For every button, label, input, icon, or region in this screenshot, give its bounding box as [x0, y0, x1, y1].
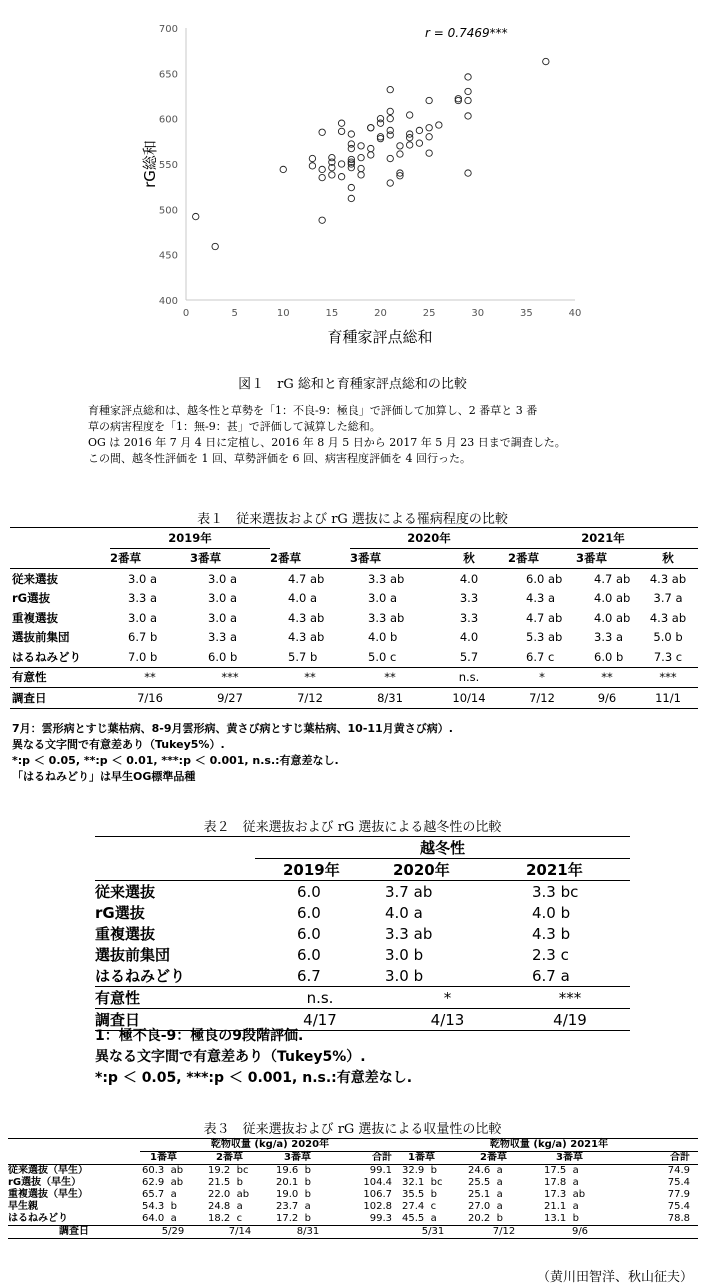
- table-cell: 4.0 b: [368, 630, 398, 645]
- table-cell: 60.3 ab: [142, 1165, 184, 1176]
- table-cell: 3.7 a: [653, 591, 683, 606]
- row-label: 有意性: [12, 670, 47, 685]
- table-cell: ***: [659, 670, 677, 685]
- table-cell: 4/19: [553, 1010, 587, 1029]
- row-label: はるねみどり: [95, 967, 186, 985]
- table-cell: **: [304, 670, 316, 685]
- table-cell: 32.1 bc: [402, 1177, 443, 1188]
- table-cell: ***: [558, 988, 582, 1007]
- x-tick-label: 5: [231, 308, 238, 319]
- table-cell: 3.3 a: [594, 630, 623, 645]
- table-row: [10, 628, 698, 648]
- scatter-point: [348, 141, 354, 147]
- scatter-point: [387, 180, 393, 186]
- table-cell: 7/12: [492, 1226, 516, 1237]
- table-cell: 102.8: [363, 1201, 392, 1212]
- table-cell: 19.2 bc: [208, 1165, 249, 1176]
- table1-year: 2021年: [508, 528, 698, 549]
- table-cell: 3.3 ab: [368, 610, 405, 625]
- table-cell: 5.3 ab: [526, 630, 563, 645]
- x-axis-label: 育種家評点総和: [327, 328, 433, 346]
- table3-col-header: 1番草: [408, 1152, 435, 1163]
- table-cell: 6.7 c: [526, 649, 555, 664]
- row-label: 重複選抜（早生）: [8, 1189, 88, 1200]
- scatter-point: [387, 115, 393, 121]
- table-cell: 20.2 b: [468, 1213, 503, 1224]
- table1-col-header: 秋: [463, 551, 475, 566]
- scatter-point: [368, 125, 374, 131]
- row-label: 重複選抜: [12, 610, 58, 625]
- table-cell: 8/31: [296, 1226, 320, 1237]
- scatter-point: [309, 155, 315, 161]
- x-tick-label: 15: [325, 308, 339, 319]
- table-row: [8, 1201, 698, 1213]
- table3-caption: 表３ 従来選抜および rG 選抜による収量性の比較: [203, 1122, 502, 1137]
- scatter-point: [309, 163, 315, 169]
- table-cell: 21.1 a: [544, 1201, 579, 1212]
- table-row: [95, 881, 630, 903]
- x-tick-label: 0: [182, 308, 190, 319]
- fig1-caption: 図１ rG 総和と育種家評点総和の比較: [238, 377, 467, 392]
- table-cell: 4/13: [430, 1010, 465, 1029]
- table1-notes: [12, 721, 453, 785]
- table-cell: 7/16: [137, 690, 163, 705]
- table-cell: 4.0: [459, 571, 479, 586]
- scatter-point: [329, 172, 335, 178]
- table3: [8, 1138, 698, 1239]
- y-tick-label: 500: [158, 205, 178, 217]
- table-cell: 4.0: [459, 630, 479, 645]
- table2-year: 2019年: [283, 861, 340, 879]
- row-label: 早生親: [8, 1201, 38, 1212]
- table-cell: 75.4: [667, 1177, 690, 1188]
- table-cell: 99.1: [369, 1165, 392, 1176]
- table-cell: 3.0 a: [128, 571, 157, 586]
- table-cell: 4.0 b: [532, 903, 571, 922]
- scatter-chart: [0, 0, 705, 360]
- row-label: 重複選抜: [95, 925, 156, 943]
- scatter-point: [436, 122, 442, 128]
- scatter-point: [387, 155, 393, 161]
- table-cell: 3.3 ab: [385, 924, 433, 943]
- table-cell: 4.0 a: [288, 591, 317, 606]
- x-tick-label: 20: [374, 308, 387, 319]
- table-cell: 75.4: [667, 1201, 690, 1212]
- table2-year: 2020年: [393, 861, 450, 879]
- table3-col-header: 1番草: [150, 1152, 177, 1163]
- table-cell: 17.5 a: [544, 1165, 579, 1176]
- table-row: [10, 569, 698, 589]
- table-cell: 24.8 a: [208, 1201, 243, 1212]
- row-label: 選抜前集団: [95, 946, 171, 964]
- author-credit: （黄川田智洋、秋山征夫）: [536, 1270, 693, 1285]
- table-cell: 3.0 a: [208, 571, 237, 586]
- row-label: 従来選抜: [12, 571, 58, 586]
- table-cell: 4.3 ab: [288, 630, 325, 645]
- table-row: [10, 608, 698, 628]
- row-label: 従来選抜（早生）: [8, 1165, 88, 1176]
- table-cell: 20.1 b: [276, 1177, 311, 1188]
- table-cell: 5.0 c: [368, 649, 397, 664]
- table-cell: 3.3 a: [208, 630, 237, 645]
- x-tick-label: 30: [471, 308, 485, 319]
- table2-note: 1：極不良-9：極良の9段階評価.: [95, 1028, 304, 1044]
- scatter-point: [406, 112, 412, 118]
- scatter-point: [319, 129, 325, 135]
- correlation-annotation: r = 0.7469***: [425, 26, 508, 40]
- scatter-point: [465, 74, 471, 80]
- table1-col-header: 3番草: [576, 551, 608, 566]
- table-row: [95, 944, 630, 965]
- table-cell: 17.8 a: [544, 1177, 579, 1188]
- scatter-point: [280, 166, 286, 172]
- table2-group-header: 越冬性: [255, 837, 630, 859]
- table-cell: 9/6: [571, 1226, 589, 1237]
- table-cell: 5/31: [421, 1226, 445, 1237]
- table-cell: 3.3 bc: [532, 882, 579, 901]
- table-cell: 17.3 ab: [544, 1189, 586, 1200]
- table-cell: 3.3 ab: [368, 571, 405, 586]
- table-cell: 25.5 a: [468, 1177, 503, 1188]
- row-label: rG選抜: [12, 591, 51, 606]
- table-cell: 9/27: [217, 690, 243, 705]
- table-cell: 22.0 ab: [208, 1189, 250, 1200]
- table-cell: 2.3 c: [532, 945, 569, 964]
- table-cell: 3.3: [459, 591, 479, 606]
- table1-note: 7月：雲形病とすじ葉枯病、8-9月雲形病、黄さび病とすじ葉枯病、10-11月黄さび病）.: [12, 722, 453, 735]
- table-cell: *: [539, 670, 545, 685]
- table3-group-header: 乾物収量 (kg/a) 2021年: [400, 1139, 698, 1152]
- scatter-point: [193, 213, 199, 219]
- table-cell: 104.4: [363, 1177, 392, 1188]
- scatter-point: [387, 127, 393, 133]
- table3-group-header: 乾物収量 (kg/a) 2020年: [140, 1139, 400, 1152]
- scatter-point: [358, 172, 364, 178]
- table1-col-header: 3番草: [190, 551, 222, 566]
- row-label: 調査日: [95, 1011, 141, 1029]
- scatter-point: [348, 195, 354, 201]
- table-cell: 4.7 ab: [526, 610, 563, 625]
- x-tick-label: 40: [568, 308, 582, 319]
- table3-col-header: 合計: [670, 1152, 690, 1163]
- table-cell: 3.0 b: [385, 966, 424, 985]
- table1-year: 2020年: [350, 528, 508, 549]
- table-cell: 11/1: [655, 690, 681, 705]
- table-cell: 6.0 ab: [526, 571, 563, 586]
- table-cell: 4.3 ab: [288, 610, 325, 625]
- scatter-point: [338, 161, 344, 167]
- table-row: [8, 1213, 698, 1226]
- table-cell: 17.2 b: [276, 1213, 311, 1224]
- table-cell: 5.0 b: [653, 630, 683, 645]
- scatter-point: [416, 140, 422, 146]
- fig1-note: OG は 2016 年 7 月 4 日に定植し、2016 年 8 月 5 日から 2017 年 5 月 23 日まで調査した。: [88, 436, 566, 449]
- table2-note: 異なる文字間で有意差あり（Tukey5%）.: [95, 1049, 366, 1065]
- table2-year: 2021年: [526, 861, 583, 879]
- table3-col-header: 3番草: [556, 1152, 583, 1163]
- table-cell: 4.3 a: [526, 591, 555, 606]
- table1-caption: 表１ 従来選抜および rG 選抜による罹病程度の比較: [197, 512, 508, 527]
- scatter-point: [319, 174, 325, 180]
- table-cell: 27.4 c: [402, 1201, 437, 1212]
- scatter-point: [348, 131, 354, 137]
- table3-col-header: 2番草: [216, 1152, 243, 1163]
- table-cell: 106.7: [363, 1189, 392, 1200]
- scatter-point: [319, 217, 325, 223]
- scatter-point: [465, 170, 471, 176]
- survey-date-row: [8, 1226, 698, 1239]
- scatter-point: [338, 128, 344, 134]
- table-cell: 21.5 b: [208, 1177, 243, 1188]
- table-cell: 54.3 b: [142, 1201, 177, 1212]
- table-cell: 3.7 ab: [385, 882, 433, 901]
- table1-note: *:p ＜ 0.05, **:p ＜ 0.01, ***:p ＜ 0.001, n.s.:有意差なし.: [12, 754, 339, 767]
- scatter-point: [426, 134, 432, 140]
- table-cell: n.s.: [306, 988, 334, 1007]
- table-cell: ***: [221, 670, 239, 685]
- table-cell: 6.7 b: [128, 630, 158, 645]
- table1-note: 「はるねみどり」は早生OG標準品種: [12, 770, 196, 783]
- table-cell: 6.0: [297, 903, 321, 922]
- fig1-note: 育種家評点総和は、越冬性と草勢を「1：不良-9：極良」で評価して加算し、2 番草と 3 番: [88, 404, 538, 417]
- table-cell: 65.7 a: [142, 1189, 177, 1200]
- fig1-note: この間、越冬性評価を 1 回、草勢評価を 6 回、病害程度評価を 4 回行った。: [88, 452, 471, 465]
- table-cell: **: [601, 670, 613, 685]
- scatter-point: [406, 142, 412, 148]
- table-cell: 3.0 a: [208, 610, 237, 625]
- table-cell: 5/29: [161, 1226, 185, 1237]
- table-row: [10, 589, 698, 609]
- row-label: はるねみどり: [8, 1213, 68, 1224]
- table-cell: 18.2 c: [208, 1213, 243, 1224]
- table-cell: *: [443, 988, 452, 1007]
- table-cell: 3.0 a: [208, 591, 237, 606]
- table-cell: 13.1 b: [544, 1213, 579, 1224]
- row-label: 調査日: [59, 1226, 89, 1237]
- table-cell: 45.5 a: [402, 1213, 437, 1224]
- scatter-point: [465, 97, 471, 103]
- table-row: [8, 1189, 698, 1201]
- table-cell: 5.7 b: [288, 649, 318, 664]
- table1-year: 2019年: [110, 528, 270, 549]
- table1-col-header: 秋: [662, 551, 674, 566]
- table-cell: 35.5 b: [402, 1189, 437, 1200]
- scatter-point: [387, 86, 393, 92]
- y-tick-label: 600: [158, 114, 178, 126]
- table-cell: 74.9: [667, 1165, 690, 1176]
- table1-col-header: 2番草: [508, 551, 540, 566]
- table-row: [10, 647, 698, 667]
- table-row: [8, 1165, 698, 1178]
- table-cell: 3.0 a: [368, 591, 397, 606]
- table-cell: 4.0 a: [385, 903, 423, 922]
- fig1-note: 草の病害程度を「1：無-9：甚」で評価して減算した総和。: [88, 420, 381, 433]
- fig1-notes: [88, 403, 566, 467]
- row-label: 選抜前集団: [12, 630, 70, 645]
- scatter-point: [338, 120, 344, 126]
- table-cell: 6.0: [297, 945, 321, 964]
- scatter-point: [348, 184, 354, 190]
- table-cell: 4.0 ab: [594, 591, 631, 606]
- table-cell: [618, 1226, 698, 1239]
- table-cell: 3.0 a: [128, 610, 157, 625]
- scatter-point: [465, 88, 471, 94]
- scatter-point: [416, 127, 422, 133]
- table-row: [95, 965, 630, 987]
- table-cell: 99.3: [369, 1213, 392, 1224]
- table-cell: 3.3 a: [128, 591, 157, 606]
- table-cell: [342, 1226, 400, 1239]
- table-cell: 3.3: [459, 610, 479, 625]
- table-cell: 19.0 b: [276, 1189, 311, 1200]
- x-tick-label: 25: [422, 308, 436, 319]
- table-cell: 6.0 b: [208, 649, 238, 664]
- x-tick-label: 10: [276, 308, 290, 319]
- table-cell: 62.9 ab: [142, 1177, 184, 1188]
- table-cell: **: [144, 670, 156, 685]
- scatter-point: [387, 108, 393, 114]
- row-label: 従来選抜: [95, 883, 156, 901]
- table-cell: 7/12: [297, 690, 323, 705]
- significance-row: [95, 987, 630, 1009]
- significance-row: [10, 667, 698, 688]
- table-cell: 7.3 c: [653, 649, 683, 664]
- row-label: rG選抜（早生）: [8, 1177, 82, 1188]
- table-row: [8, 1177, 698, 1189]
- table-cell: 6.0: [297, 882, 321, 901]
- y-tick-label: 700: [158, 24, 178, 35]
- table-cell: 8/31: [377, 690, 403, 705]
- scatter-point: [426, 97, 432, 103]
- table-cell: 23.7 a: [276, 1201, 311, 1212]
- table2: [95, 836, 630, 1031]
- table-cell: 7/14: [228, 1226, 252, 1237]
- table-cell: 78.8: [667, 1213, 690, 1224]
- scatter-point: [426, 125, 432, 131]
- table-cell: 7.0 b: [128, 649, 158, 664]
- table3-col-header: 合計: [372, 1152, 392, 1163]
- table3-col-header: 2番草: [480, 1152, 507, 1163]
- table-cell: 4.3 b: [532, 924, 571, 943]
- table-cell: 6.7: [297, 966, 321, 985]
- scatter-point: [397, 143, 403, 149]
- table-cell: 5.7: [459, 649, 479, 664]
- table-cell: n.s.: [458, 670, 480, 685]
- table-cell: 6.7 a: [532, 966, 570, 985]
- table-cell: 25.1 a: [468, 1189, 503, 1200]
- y-tick-label: 650: [158, 69, 178, 81]
- scatter-point: [338, 173, 344, 179]
- table1-col-header: 3番草: [350, 551, 382, 566]
- table-cell: 4.7 ab: [288, 571, 325, 586]
- table-cell: 9/6: [597, 690, 617, 705]
- table-cell: 4.3 ab: [649, 610, 687, 625]
- survey-date-row: [10, 688, 698, 709]
- table2-caption: 表２ 従来選抜および rG 選抜による越冬性の比較: [203, 820, 502, 835]
- table-cell: 4.7 ab: [594, 571, 631, 586]
- table-cell: 24.6 a: [468, 1165, 503, 1176]
- table1: [10, 527, 698, 709]
- y-tick-label: 400: [158, 296, 178, 307]
- scatter-point: [377, 115, 383, 121]
- scatter-point: [212, 243, 218, 249]
- table-cell: 4/17: [303, 1010, 337, 1029]
- y-tick-label: 550: [158, 160, 178, 171]
- table3-col-header: 3番草: [284, 1152, 311, 1163]
- table-cell: 6.0: [297, 924, 321, 943]
- table-cell: 4.0 ab: [594, 610, 631, 625]
- table-cell: 77.9: [667, 1189, 690, 1200]
- scatter-point: [358, 165, 364, 171]
- row-label: はるねみどり: [12, 649, 81, 664]
- table-cell: 6.0 b: [594, 649, 624, 664]
- y-axis-label: rG総和: [141, 140, 159, 188]
- scatter-point: [543, 58, 549, 64]
- scatter-point: [368, 152, 374, 158]
- scatter-point: [358, 143, 364, 149]
- table2-notes: [95, 1026, 412, 1089]
- scatter-point: [397, 151, 403, 157]
- table-row: [95, 902, 630, 923]
- table2-note: *:p ＜ 0.05, ***:p ＜ 0.001, n.s.:有意差なし.: [95, 1070, 413, 1086]
- scatter-point: [319, 166, 325, 172]
- scatter-point: [368, 145, 374, 151]
- table-cell: **: [384, 670, 396, 685]
- table-cell: 19.6 b: [276, 1165, 311, 1176]
- table-cell: 32.9 b: [402, 1165, 437, 1176]
- row-label: 調査日: [12, 690, 47, 705]
- row-label: rG選抜: [95, 904, 145, 922]
- table1-note: 異なる文字間で有意差あり（Tukey5%）.: [12, 738, 225, 751]
- scatter-point: [426, 150, 432, 156]
- scatter-point: [329, 154, 335, 160]
- row-label: 有意性: [95, 989, 141, 1007]
- table1-col-header: 2番草: [110, 551, 142, 566]
- table-row: [95, 923, 630, 944]
- x-tick-label: 35: [520, 308, 533, 319]
- table-cell: 27.0 a: [468, 1201, 503, 1212]
- table-cell: 64.0 a: [142, 1213, 177, 1224]
- table1-col-header: 2番草: [270, 551, 302, 565]
- table-cell: 3.0 b: [385, 945, 424, 964]
- scatter-point: [358, 154, 364, 160]
- table-cell: 4.3 ab: [649, 571, 687, 586]
- y-tick-label: 450: [158, 250, 178, 262]
- scatter-point: [465, 113, 471, 119]
- table-cell: 10/14: [452, 690, 486, 705]
- table-cell: 7/12: [529, 690, 555, 705]
